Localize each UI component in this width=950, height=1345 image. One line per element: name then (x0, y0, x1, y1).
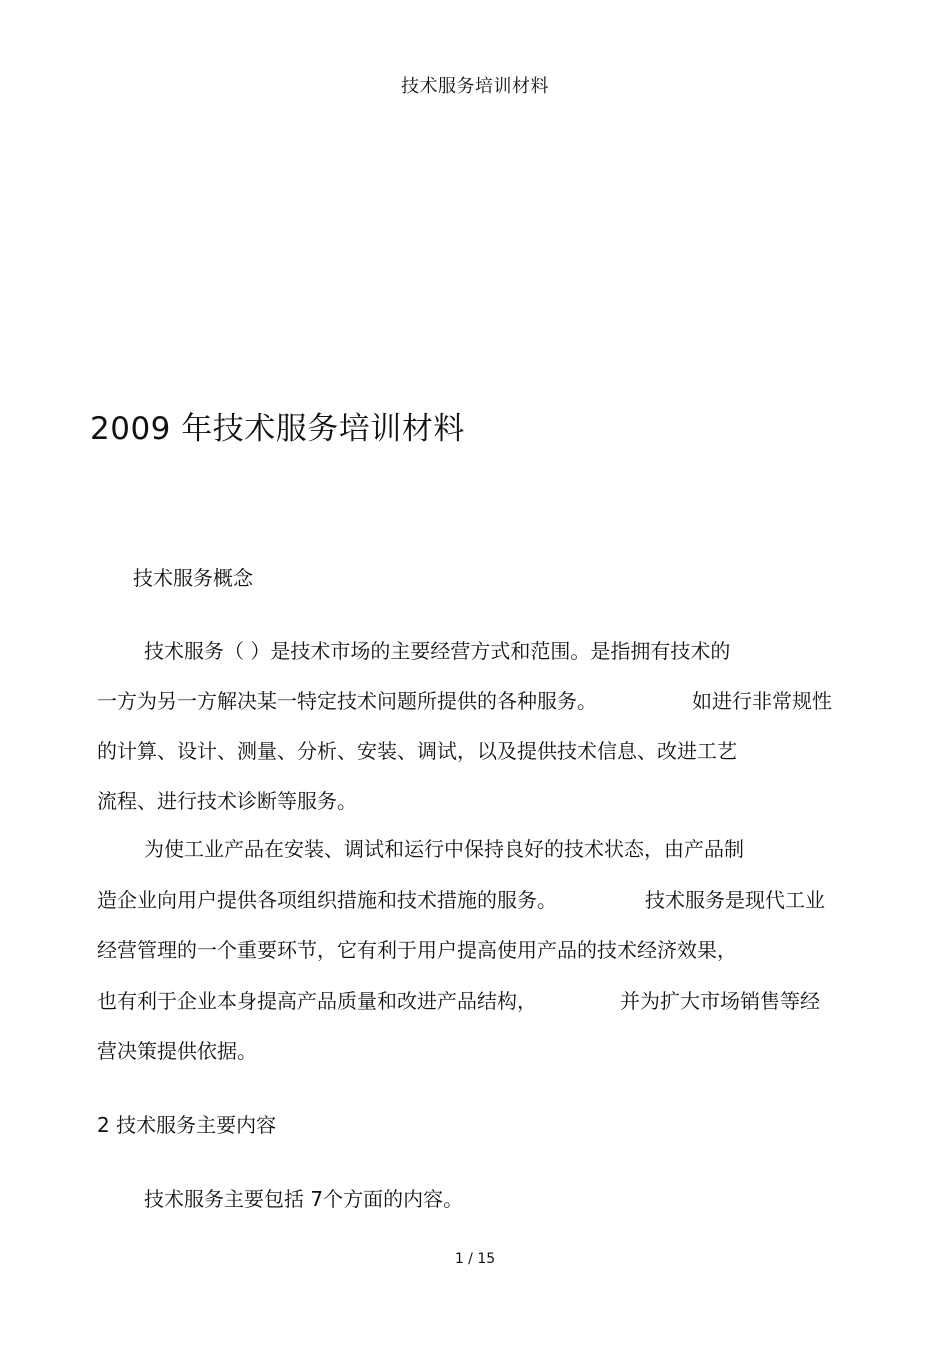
paragraph-line: 技术服务主要包括 7个方面的内容。 (144, 1187, 464, 1211)
section-heading-content: 2 技术服务主要内容 (97, 1113, 277, 1137)
paragraph-line: 并为扩大市场销售等经 (620, 989, 820, 1013)
running-header: 技术服务培训材料 (401, 76, 549, 97)
paragraph-line: 营决策提供依据。 (97, 1039, 257, 1063)
paragraph-line: 的计算、设计、测量、分析、安装、调试，以及提供技术信息、改进工艺 (97, 739, 737, 763)
paragraph-line: 流程、进行技术诊断等服务。 (97, 789, 357, 813)
page-number: 1 / 15 (454, 1251, 496, 1267)
paragraph-line: 技术服务是现代工业 (645, 888, 825, 912)
paragraph-line: 一方为另一方解决某一特定技术问题所提供的各种服务。 (97, 689, 597, 713)
document-title: 2009 年技术服务培训材料 (90, 411, 465, 447)
paragraph-line: 为使工业产品在安装、调试和运行中保持良好的技术状态，由产品制 (144, 837, 744, 861)
paragraph-line: 技术服务（ ）是技术市场的主要经营方式和范围。是指拥有技术的 (144, 639, 731, 663)
section-heading-concept: 技术服务概念 (133, 566, 253, 590)
paragraph-line: 也有利于企业本身提高产品质量和改进产品结构， (97, 989, 537, 1013)
paragraph-line: 经营管理的一个重要环节，它有利于用户提高使用产品的技术经济效果， (97, 938, 737, 962)
paragraph-line: 如进行非常规性 (692, 689, 832, 713)
paragraph-line: 造企业向用户提供各项组织措施和技术措施的服务。 (97, 888, 557, 912)
